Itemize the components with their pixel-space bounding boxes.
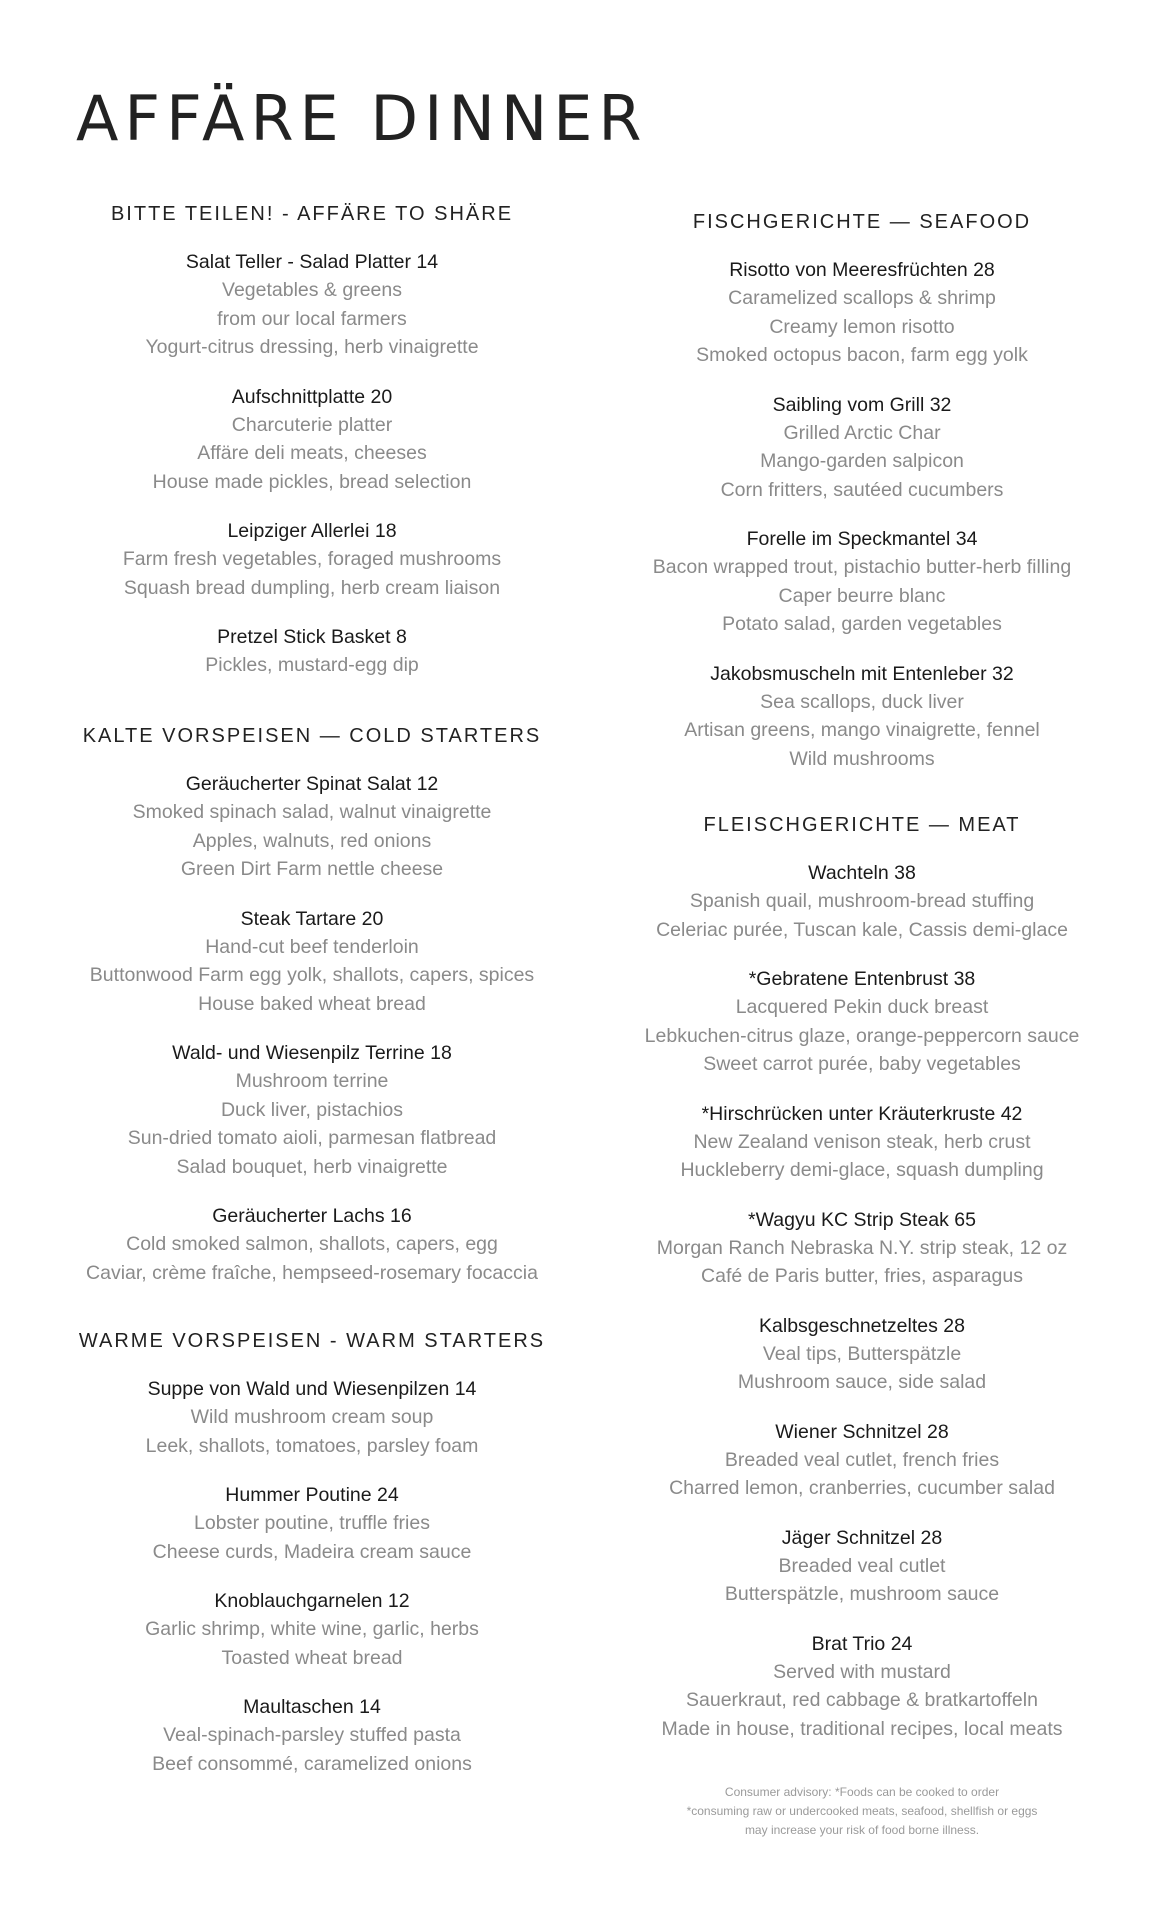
menu-item-name: Leipziger Allerlei 18 <box>227 520 397 542</box>
menu-item-description: Sweet carrot purée, baby vegetables <box>703 1053 1021 1075</box>
menu-item <box>582 1312 1142 1397</box>
menu-item-name: Risotto von Meeresfrüchten 28 <box>729 259 995 281</box>
consumer-advisory <box>582 1783 1142 1840</box>
menu-item <box>32 1587 592 1672</box>
menu-item <box>582 525 1142 639</box>
menu-item-description: Veal tips, Butterspätzle <box>762 1342 962 1365</box>
section-cold-starters <box>32 722 592 1308</box>
menu-item <box>32 248 592 362</box>
menu-item-name: Aufschnittplatte 20 <box>231 385 393 408</box>
menu-item-description: Toasted wheat bread <box>221 1646 403 1669</box>
menu-item-name: Forelle im Speckmantel 34 <box>746 528 978 550</box>
menu-item-name: Geräucherter Lachs 16 <box>212 1205 412 1227</box>
advisory-line: Consumer advisory: *Foods can be cooked to order <box>724 1785 1000 1799</box>
menu-item-name: Hummer Poutine 24 <box>225 1484 399 1506</box>
menu-item-description: Huckleberry demi-glace, squash dumpling <box>680 1159 1044 1181</box>
menu-item-name: Wald- und Wiesenpilz Terrine 18 <box>172 1042 452 1064</box>
menu-item-description: Celeriac purée, Tuscan kale, Cassis demi-glace <box>656 918 1068 941</box>
menu-item-description: House made pickles, bread selection <box>152 470 472 493</box>
menu-item <box>582 1100 1142 1185</box>
menu-item-description: New Zealand venison steak, herb crust <box>693 1130 1031 1153</box>
menu-item-description: Spanish quail, mushroom-bread stuffing <box>689 890 1035 912</box>
menu-item <box>32 770 592 884</box>
menu-item-description: Yogurt-citrus dressing, herb vinaigrette <box>145 336 479 358</box>
menu-item-description: Farm fresh vegetables, foraged mushrooms <box>122 548 502 570</box>
menu-item-description: Mango-garden salpicon <box>760 450 964 472</box>
menu-item-description: Hand-cut beef tenderloin <box>205 935 419 958</box>
menu-item-description: Affäre deli meats, cheeses <box>197 442 427 464</box>
menu-item-description: Sauerkraut, red cabbage & bratkartoffeln <box>686 1689 1038 1711</box>
menu-item-description: Apples, walnuts, red onions <box>192 829 432 852</box>
menu-item <box>582 391 1142 505</box>
menu-item-description: from our local farmers <box>217 307 407 330</box>
menu-item <box>32 1693 592 1778</box>
menu-item-description: Breaded veal cutlet <box>778 1554 946 1577</box>
menu-item-name: Knoblauchgarnelen 12 <box>214 1590 410 1612</box>
menu-item-description: Garlic shrimp, white wine, garlic, herbs <box>145 1618 479 1640</box>
menu-item-name: Pretzel Stick Basket 8 <box>217 626 407 648</box>
menu-title: AFFÄRE DINNER <box>76 82 648 155</box>
section-heading: BITTE TEILEN! - AFFÄRE TO SHÄRE <box>110 203 514 225</box>
menu-item-name: Kalbsgeschnetzeltes 28 <box>759 1314 965 1337</box>
menu-item-description: Caviar, crème fraîche, hempseed-rosemary focaccia <box>86 1261 538 1284</box>
menu-item <box>32 905 592 1019</box>
menu-item-description: Corn fritters, sautéed cucumbers <box>720 478 1004 501</box>
menu-item-name: Brat Trio 24 <box>811 1632 913 1655</box>
menu-item <box>582 256 1142 370</box>
menu-item-description: Wild mushrooms <box>789 747 935 770</box>
section-heading: FLEISCHGERICHTE — MEAT <box>703 814 1021 836</box>
menu-item <box>582 965 1142 1079</box>
menu-item-name: Wiener Schnitzel 28 <box>775 1420 949 1443</box>
menu-item-description: Potato salad, garden vegetables <box>722 613 1002 635</box>
menu-item-description: House baked wheat bread <box>198 992 426 1015</box>
menu-item-description: Butterspätzle, mushroom sauce <box>724 1583 1000 1605</box>
menu-item-name: *Hirschrücken unter Kräuterkruste 42 <box>701 1102 1023 1125</box>
menu-item-description: Café de Paris butter, fries, asparagus <box>701 1265 1023 1287</box>
menu-item-name: Wachteln 38 <box>808 862 916 884</box>
menu-item <box>32 1202 592 1287</box>
section-meat <box>582 811 1142 1764</box>
section-share <box>32 200 592 701</box>
menu-item-name: *Wagyu KC Strip Steak 65 <box>748 1208 976 1231</box>
advisory-line: may increase your risk of food borne illness. <box>744 1823 980 1837</box>
menu-item-description: Caper beurre blanc <box>778 584 946 607</box>
menu-item-description: Beef consommé, caramelized onions <box>152 1752 472 1775</box>
menu-item-description: Squash bread dumpling, herb cream liaison <box>123 576 501 599</box>
menu-item <box>582 1630 1142 1744</box>
menu-item-description: Vegetables & greens <box>222 279 402 301</box>
menu-item-description: Veal-spinach-parsley stuffed pasta <box>163 1724 461 1746</box>
menu-item-description: Creamy lemon risotto <box>769 315 955 338</box>
menu-item <box>582 660 1142 774</box>
menu-item-description: Mushroom sauce, side salad <box>737 1371 987 1393</box>
section-heading: WARME VORSPEISEN - WARM STARTERS <box>78 1330 546 1352</box>
menu-item-description: Lacquered Pekin duck breast <box>735 996 989 1018</box>
menu-item <box>32 383 592 497</box>
menu-item <box>582 859 1142 944</box>
menu-item-description: Sea scallops, duck liver <box>760 690 964 713</box>
menu-item <box>32 517 592 602</box>
menu-item <box>32 623 592 680</box>
menu-item-name: Jakobsmuscheln mit Entenleber 32 <box>710 662 1014 685</box>
menu-item-description: Smoked octopus bacon, farm egg yolk <box>696 344 1028 366</box>
menu-item <box>32 1481 592 1566</box>
menu-item-description: Pickles, mustard-egg dip <box>205 654 419 676</box>
menu-item-name: Suppe von Wald und Wiesenpilzen 14 <box>147 1378 477 1400</box>
section-heading: FISCHGERICHTE — SEAFOOD <box>692 211 1032 233</box>
menu-item-description: Served with mustard <box>773 1660 951 1683</box>
menu-item <box>582 1418 1142 1503</box>
menu-item <box>582 1206 1142 1291</box>
menu-item-description: Lebkuchen-citrus glaze, orange-peppercorn sauce <box>644 1024 1080 1047</box>
menu-item-name: Saibling vom Grill 32 <box>772 393 952 416</box>
menu-item-description: Salad bouquet, herb vinaigrette <box>176 1155 448 1178</box>
section-seafood <box>582 208 1142 794</box>
menu-item-name: Maultaschen 14 <box>243 1696 381 1718</box>
menu-item-description: Sun-dried tomato aioli, parmesan flatbread <box>127 1127 497 1149</box>
menu-item-name: Steak Tartare 20 <box>240 907 384 930</box>
menu-item-description: Duck liver, pistachios <box>220 1098 404 1121</box>
menu-item-description: Smoked spinach salad, walnut vinaigrette <box>132 801 492 823</box>
menu-item-description: Charcuterie platter <box>231 413 393 436</box>
menu-item-description: Lobster poutine, truffle fries <box>194 1512 430 1534</box>
menu-item-description: Wild mushroom cream soup <box>190 1406 434 1428</box>
menu-item-description: Bacon wrapped trout, pistachio butter-herb filling <box>652 556 1072 578</box>
menu-item-description: Buttonwood Farm egg yolk, shallots, capers, spices <box>89 964 535 986</box>
menu-item-description: Cheese curds, Madeira cream sauce <box>152 1540 472 1563</box>
menu-item-description: Breaded veal cutlet, french fries <box>724 1448 1000 1471</box>
menu-item-name: Jäger Schnitzel 28 <box>781 1526 943 1549</box>
section-heading: KALTE VORSPEISEN — COLD STARTERS <box>82 725 542 747</box>
menu-item-description: Charred lemon, cranberries, cucumber salad <box>669 1477 1055 1499</box>
menu-item-description: Mushroom terrine <box>235 1070 389 1092</box>
menu-item-description: Grilled Arctic Char <box>783 421 941 444</box>
menu-item <box>582 1524 1142 1609</box>
menu-item-name: Geräucherter Spinat Salat 12 <box>185 773 439 795</box>
menu-item <box>32 1375 592 1460</box>
menu-item-description: Artisan greens, mango vinaigrette, fennel <box>684 719 1040 741</box>
menu-item-description: Morgan Ranch Nebraska N.Y. strip steak, 12 oz <box>656 1236 1068 1259</box>
menu-item-name: Salat Teller - Salad Platter 14 <box>185 251 439 273</box>
advisory-line: *consuming raw or undercooked meats, seafood, shellfish or eggs <box>686 1804 1038 1818</box>
menu-item-description: Green Dirt Farm nettle cheese <box>180 858 444 880</box>
menu-item-description: Cold smoked salmon, shallots, capers, egg <box>126 1233 498 1255</box>
menu-item <box>32 1039 592 1181</box>
section-warm-starters <box>32 1327 592 1799</box>
menu-item-description: Made in house, traditional recipes, local meats <box>661 1717 1063 1740</box>
menu-item-description: Leek, shallots, tomatoes, parsley foam <box>145 1434 479 1457</box>
menu-item-name: *Gebratene Entenbrust 38 <box>748 968 976 990</box>
menu-item-description: Caramelized scallops & shrimp <box>728 287 996 309</box>
